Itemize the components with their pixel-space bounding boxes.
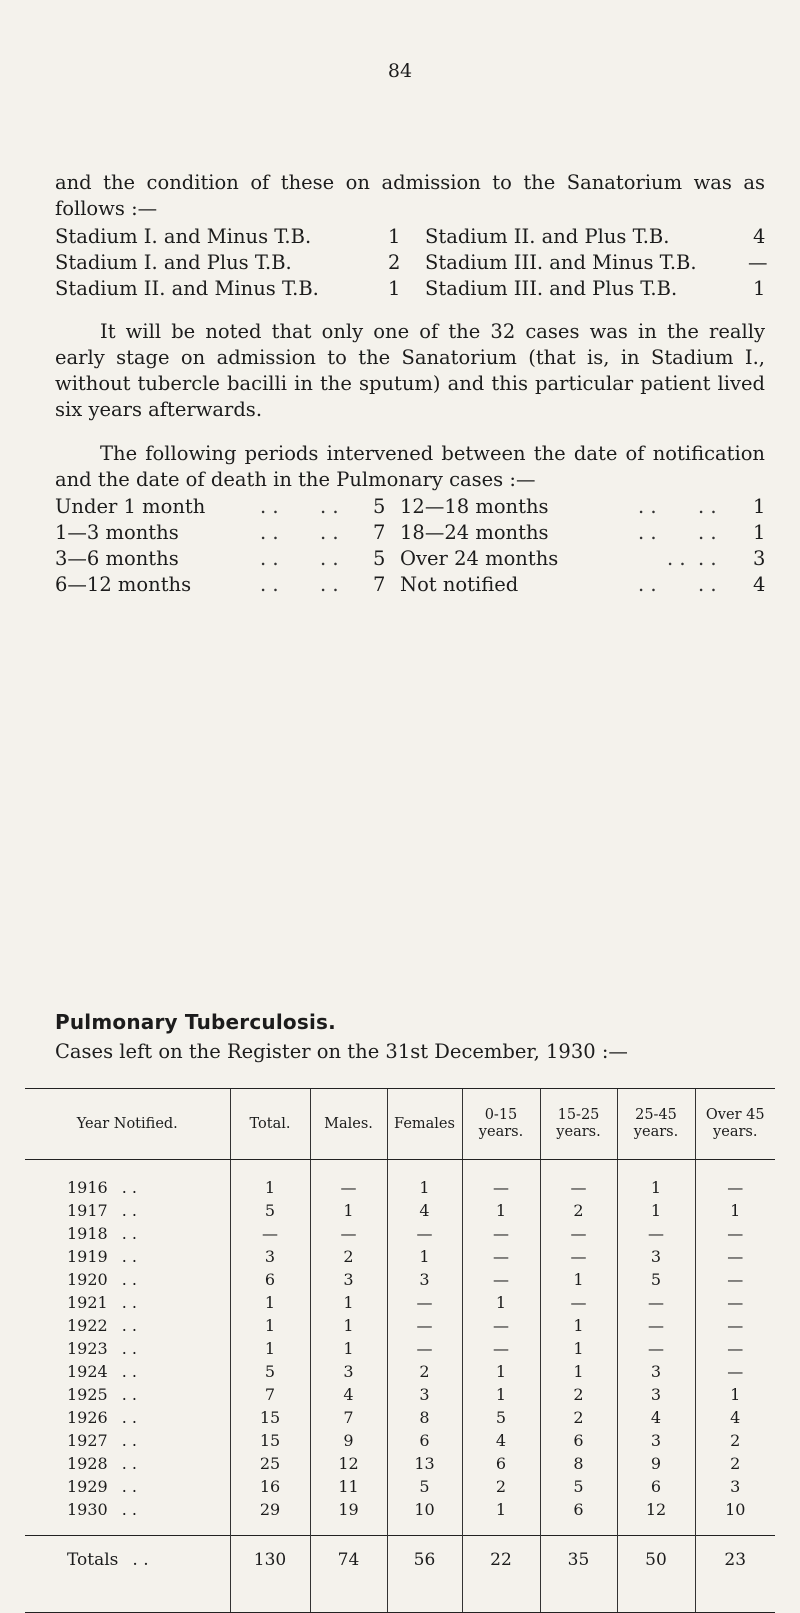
leader-dots: . . [698, 495, 717, 518]
stadium-value: 2 [388, 251, 401, 274]
table-row [25, 1337, 775, 1360]
leader-dots: . . [320, 521, 339, 544]
table-cell: 4 [695, 1406, 775, 1429]
column-header: 0-15 years. [462, 1089, 540, 1160]
totals-row [25, 1536, 775, 1613]
stadium-row [55, 276, 770, 302]
table-cell: 4 [387, 1199, 462, 1222]
table-cell: 9 [310, 1429, 387, 1452]
leader-dots: . . [638, 495, 657, 518]
table-row [25, 1406, 775, 1429]
table-cell: — [695, 1337, 775, 1360]
table-row [25, 1475, 775, 1498]
table-cell: 13 [387, 1452, 462, 1475]
table-cell: 5 [617, 1268, 695, 1291]
table-cell: — [695, 1314, 775, 1337]
table-cell: 1 [462, 1291, 540, 1314]
period-row [55, 520, 770, 546]
period-row [55, 494, 770, 520]
stadium-row [55, 250, 770, 276]
table-cell: — [387, 1291, 462, 1314]
totals-label: Totals . . [25, 1536, 230, 1613]
table-row [25, 1429, 775, 1452]
leader-dots: . . [260, 495, 279, 518]
table-cell: — [540, 1222, 617, 1245]
table-cell: — [617, 1337, 695, 1360]
year-cell: 1928 . . [67, 1454, 137, 1473]
table-cell: 6 [540, 1429, 617, 1452]
register-table [25, 1088, 775, 1613]
period-label: 1—3 months [55, 521, 179, 544]
table-cell: 6 [540, 1498, 617, 1536]
period-value: 4 [753, 573, 766, 596]
stadium-row [55, 224, 770, 250]
table-cell: 3 [387, 1383, 462, 1406]
table-body [25, 1160, 775, 1536]
table-cell: 15 [230, 1429, 310, 1452]
table-cell: — [462, 1222, 540, 1245]
column-header: Total. [230, 1089, 310, 1160]
table-cell: 3 [617, 1429, 695, 1452]
stadium-label: Stadium I. and Minus T.B. [55, 225, 312, 248]
table-cell: — [695, 1245, 775, 1268]
table-cell: 29 [230, 1498, 310, 1536]
stadium-label: Stadium III. and Minus T.B. [425, 251, 697, 274]
year-cell: 1921 . . [67, 1293, 137, 1312]
table-row [25, 1498, 775, 1536]
period-label: 6—12 months [55, 573, 192, 596]
year-cell: 1926 . . [67, 1408, 137, 1427]
table-cell: — [310, 1160, 387, 1200]
table-cell: 1 [310, 1291, 387, 1314]
table-cell: 1 [540, 1268, 617, 1291]
table-cell: 8 [540, 1452, 617, 1475]
column-header: Over 45 years. [695, 1089, 775, 1160]
periods-list [55, 494, 770, 598]
table-cell: — [695, 1268, 775, 1291]
leader-dots: . . [260, 547, 279, 570]
period-label: 3—6 months [55, 547, 179, 570]
stadium-value: 1 [388, 225, 401, 248]
table-cell: 8 [387, 1406, 462, 1429]
table-cell: 3 [230, 1245, 310, 1268]
year-cell: 1929 . . [67, 1477, 137, 1496]
table-cell: 1 [310, 1199, 387, 1222]
table-cell: 12 [310, 1452, 387, 1475]
table-cell: — [462, 1337, 540, 1360]
period-label: Over 24 months [400, 547, 559, 570]
table-cell: — [462, 1314, 540, 1337]
table-cell: — [387, 1314, 462, 1337]
table-cell: 4 [462, 1429, 540, 1452]
table-cell: 5 [540, 1475, 617, 1498]
period-value: 3 [753, 547, 766, 570]
table-cell: — [230, 1222, 310, 1245]
table-cell: 3 [617, 1245, 695, 1268]
period-value: 1 [753, 521, 766, 544]
column-header: 15-25 years. [540, 1089, 617, 1160]
table-cell: 12 [617, 1498, 695, 1536]
year-cell: 1922 . . [67, 1316, 137, 1335]
year-cell: 1916 . . [67, 1178, 137, 1197]
table-cell: 3 [387, 1268, 462, 1291]
table-row [25, 1383, 775, 1406]
period-value: 5 [373, 495, 386, 518]
table-cell: 1 [462, 1199, 540, 1222]
table-cell: 1 [230, 1160, 310, 1200]
leader-dots: . . [320, 495, 339, 518]
table-cell: 6 [617, 1475, 695, 1498]
column-header: Females [387, 1089, 462, 1160]
table-cell: 5 [462, 1406, 540, 1429]
totals-cell: 23 [695, 1536, 775, 1613]
table-cell: — [617, 1291, 695, 1314]
table-cell: 2 [695, 1452, 775, 1475]
table-cell: 4 [310, 1383, 387, 1406]
period-label: Not notified [400, 573, 519, 596]
leader-dots: . . [260, 521, 279, 544]
leader-dots: . . [698, 573, 717, 596]
leader-dots: . . [260, 573, 279, 596]
stadium-label: Stadium II. and Plus T.B. [425, 225, 670, 248]
totals-cell: 130 [230, 1536, 310, 1613]
table-cell: — [617, 1222, 695, 1245]
period-value: 7 [373, 573, 386, 596]
table-cell: — [540, 1160, 617, 1200]
leader-dots: . . [320, 573, 339, 596]
table-cell: 25 [230, 1452, 310, 1475]
table-cell: 1 [462, 1383, 540, 1406]
year-cell: 1918 . . [67, 1224, 137, 1243]
totals-cell: 22 [462, 1536, 540, 1613]
period-value: 7 [373, 521, 386, 544]
table-cell: 7 [230, 1383, 310, 1406]
table-cell: — [387, 1222, 462, 1245]
period-row [55, 546, 770, 572]
totals-cell: 50 [617, 1536, 695, 1613]
stadium-value: — [748, 251, 768, 274]
table-cell: 1 [617, 1199, 695, 1222]
table-cell: 3 [617, 1360, 695, 1383]
table-cell: 1 [387, 1245, 462, 1268]
table-row [25, 1360, 775, 1383]
table-cell: 9 [617, 1452, 695, 1475]
table-cell: 5 [230, 1360, 310, 1383]
table-cell: 10 [387, 1498, 462, 1536]
table-cell: — [387, 1337, 462, 1360]
table-row [25, 1291, 775, 1314]
table-cell: 4 [617, 1406, 695, 1429]
stadium-value: 1 [388, 277, 401, 300]
totals-cell: 74 [310, 1536, 387, 1613]
table-cell: — [617, 1314, 695, 1337]
intro-paragraph: and the condition of these on admission to the Sanatorium was as follows :— [55, 171, 765, 220]
table-cell: 7 [310, 1406, 387, 1429]
table-cell: 1 [695, 1383, 775, 1406]
leader-dots: . . [698, 547, 717, 570]
table-cell: 2 [540, 1199, 617, 1222]
year-cell: 1917 . . [67, 1201, 137, 1220]
table-cell: 1 [462, 1498, 540, 1536]
table-cell: 1 [310, 1337, 387, 1360]
table-row [25, 1268, 775, 1291]
table-cell: — [695, 1360, 775, 1383]
table-cell: — [462, 1268, 540, 1291]
table-cell: — [540, 1245, 617, 1268]
table-cell: — [462, 1245, 540, 1268]
table-cell: 6 [230, 1268, 310, 1291]
column-header: 25-45 years. [617, 1089, 695, 1160]
year-cell: 1925 . . [67, 1385, 137, 1404]
table-cell: 2 [695, 1429, 775, 1452]
table-row [25, 1452, 775, 1475]
table-row [25, 1160, 775, 1200]
table-header-row [25, 1089, 775, 1160]
page-number: 84 [387, 60, 413, 82]
table-cell: — [695, 1160, 775, 1200]
year-cell: 1919 . . [67, 1247, 137, 1266]
table-row [25, 1199, 775, 1222]
table-cell: 3 [617, 1383, 695, 1406]
table-cell: 6 [387, 1429, 462, 1452]
table-cell: 2 [310, 1245, 387, 1268]
table-cell: 15 [230, 1406, 310, 1429]
year-cell: 1920 . . [67, 1270, 137, 1289]
observation-paragraph: It will be noted that only one of the 32 cases was in the really early stage on admission to the Sanatorium (that is, in Stadium I., without tubercle bacilli in the sputum) and this particular patient lived six years afterwards. [55, 320, 765, 421]
leader-dots: . . [320, 547, 339, 570]
period-label: Under 1 month [55, 495, 206, 518]
table-cell: 1 [230, 1314, 310, 1337]
table-cell: 2 [540, 1383, 617, 1406]
table-cell: 1 [695, 1199, 775, 1222]
stadium-list [55, 224, 770, 302]
table-cell: 1 [230, 1337, 310, 1360]
table-cell: 6 [462, 1452, 540, 1475]
table-cell: 10 [695, 1498, 775, 1536]
table-cell: 3 [310, 1360, 387, 1383]
year-cell: 1930 . . [67, 1500, 137, 1519]
period-row [55, 572, 770, 598]
table-cell: 3 [310, 1268, 387, 1291]
table-cell: 2 [462, 1475, 540, 1498]
totals-cell: 35 [540, 1536, 617, 1613]
table-cell: — [462, 1160, 540, 1200]
table-cell: 1 [387, 1160, 462, 1200]
column-header: Males. [310, 1089, 387, 1160]
table-cell: 2 [387, 1360, 462, 1383]
table-caption: Cases left on the Register on the 31st December, 1930 :— [55, 1040, 628, 1063]
stadium-value: 4 [753, 225, 766, 248]
table-cell: 16 [230, 1475, 310, 1498]
table-cell: 1 [617, 1160, 695, 1200]
table-cell: 1 [540, 1314, 617, 1337]
period-label: 12—18 months [400, 495, 549, 518]
period-label: 18—24 months [400, 521, 549, 544]
stadium-label: Stadium II. and Minus T.B. [55, 277, 319, 300]
stadium-label: Stadium I. and Plus T.B. [55, 251, 292, 274]
table-cell: 2 [540, 1406, 617, 1429]
year-cell: 1927 . . [67, 1431, 137, 1450]
period-value: 5 [373, 547, 386, 570]
table-cell: 11 [310, 1475, 387, 1498]
table-cell: — [695, 1291, 775, 1314]
stadium-label: Stadium III. and Plus T.B. [425, 277, 678, 300]
table-cell: 5 [230, 1199, 310, 1222]
table-cell: 1 [310, 1314, 387, 1337]
leader-dots: . . [638, 573, 657, 596]
table-cell: — [695, 1222, 775, 1245]
leader-dots: . . [698, 521, 717, 544]
totals-cell: 56 [387, 1536, 462, 1613]
section-heading: Pulmonary Tuberculosis. [55, 1010, 336, 1034]
period-value: 1 [753, 495, 766, 518]
leader-dots: . . [667, 547, 686, 570]
table-cell: 5 [387, 1475, 462, 1498]
table-cell: — [540, 1291, 617, 1314]
table-row [25, 1314, 775, 1337]
table-cell: 3 [695, 1475, 775, 1498]
stadium-value: 1 [753, 277, 766, 300]
table-row [25, 1222, 775, 1245]
table-cell: 1 [540, 1337, 617, 1360]
table-cell: 1 [462, 1360, 540, 1383]
leader-dots: . . [638, 521, 657, 544]
year-cell: 1924 . . [67, 1362, 137, 1381]
year-cell: 1923 . . [67, 1339, 137, 1358]
table-row [25, 1245, 775, 1268]
periods-intro-paragraph: The following periods intervened between the date of notification and the date of death in the Pulmonary cases :— [55, 442, 765, 491]
table-cell: — [310, 1222, 387, 1245]
table-cell: 1 [540, 1360, 617, 1383]
table-cell: 19 [310, 1498, 387, 1536]
column-header: Year Notified. [25, 1089, 230, 1160]
table-cell: 1 [230, 1291, 310, 1314]
